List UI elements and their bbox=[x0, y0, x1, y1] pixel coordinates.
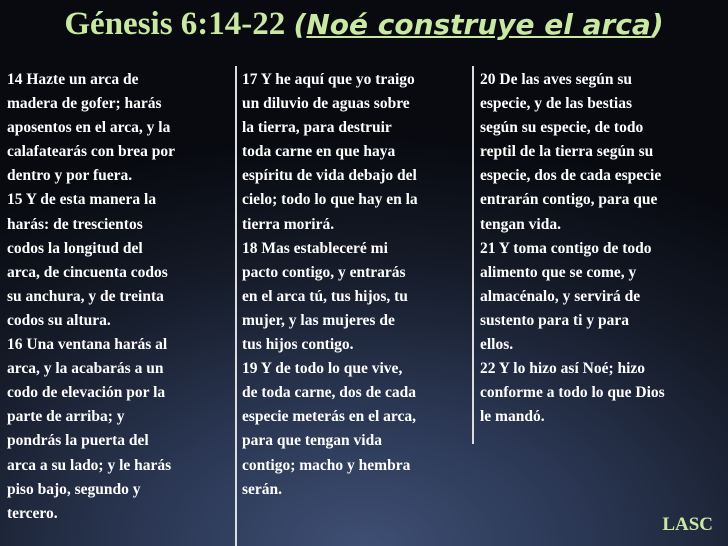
verse-line: pondrás la puerta del bbox=[7, 432, 149, 450]
verse-line: codos la longitud del bbox=[7, 239, 143, 257]
title-close-paren: ) bbox=[650, 8, 664, 41]
verse-line: arca, de cincuenta codos bbox=[7, 263, 168, 281]
verse-line: parte de arriba; y bbox=[7, 408, 125, 426]
verse-line: tercero. bbox=[7, 504, 58, 522]
verse-line: 14 Hazte un arca de bbox=[7, 71, 139, 88]
verse-line: contigo; macho y hembra bbox=[242, 456, 411, 474]
verse-line: serán. bbox=[242, 480, 283, 498]
verse-line: cielo; todo lo que hay en la bbox=[242, 191, 418, 209]
verse-line: ellos. bbox=[480, 336, 514, 354]
verse-line: tus hijos contigo. bbox=[242, 336, 354, 354]
verse-line: especie meterás en el arca, bbox=[242, 408, 417, 426]
verse-line: tierra morirá. bbox=[242, 215, 335, 233]
verse-line: calafatearás con brea por bbox=[7, 143, 176, 161]
verse-column-2 bbox=[242, 68, 472, 502]
verse-line: toda carne en que haya bbox=[242, 143, 396, 161]
verse-line: piso bajo, segundo y bbox=[7, 480, 141, 498]
verse-line: le mandó. bbox=[480, 408, 545, 426]
verse-line: madera de gofer; harás bbox=[7, 95, 162, 113]
verse-line: para que tengan vida bbox=[242, 432, 382, 450]
verse-line: de toda carne, dos de cada bbox=[242, 384, 416, 402]
footer-logo-text: LASC bbox=[662, 514, 713, 535]
verse-line: arca a su lado; y le harás bbox=[7, 456, 172, 474]
verse-line: 22 Y lo hizo así Noé; hizo bbox=[480, 360, 646, 378]
column-divider bbox=[235, 66, 237, 546]
verse-line: 16 Una ventana harás al bbox=[7, 336, 168, 354]
column-divider bbox=[472, 66, 474, 444]
verse-line: en el arca tú, tus hijos, tu bbox=[242, 287, 408, 305]
verse-line: pacto contigo, y entrarás bbox=[242, 263, 406, 281]
verse-line: 18 Mas estableceré mi bbox=[242, 239, 388, 257]
verse-line: 20 De las aves según su bbox=[480, 71, 633, 88]
verse-line: 15 Y de esta manera la bbox=[7, 191, 157, 209]
verse-line: arca, y la acabarás a un bbox=[7, 360, 164, 378]
verse-column-3 bbox=[480, 68, 724, 429]
verse-line: especie, dos de cada especie bbox=[480, 167, 662, 185]
verse-line: 19 Y de todo lo que vive, bbox=[242, 360, 403, 378]
verse-line: conforme a todo lo que Dios bbox=[480, 384, 665, 402]
verse-line: dentro y por fuera. bbox=[7, 167, 133, 185]
verse-line: codos su altura. bbox=[7, 311, 111, 329]
verse-line: espíritu de vida debajo del bbox=[242, 167, 417, 185]
verse-line: almacénalo, y servirá de bbox=[480, 287, 641, 305]
verse-line: especie, y de las bestias bbox=[480, 95, 632, 113]
verse-line: codo de elevación por la bbox=[7, 384, 166, 402]
verse-line: 21 Y toma contigo de todo bbox=[480, 239, 652, 257]
verse-line: 17 Y he aquí que yo traigo bbox=[242, 71, 415, 88]
verse-line: mujer, y las mujeres de bbox=[242, 311, 395, 329]
title-reference: Génesis 6:14-22 bbox=[64, 6, 286, 42]
verse-line: un diluvio de aguas sobre bbox=[242, 95, 410, 113]
verse-line: reptil de la tierra según su bbox=[480, 143, 654, 161]
verse-line: su anchura, y de treinta bbox=[7, 287, 164, 305]
verse-line: sustento para ti y para bbox=[480, 311, 629, 329]
verse-column-1 bbox=[7, 68, 231, 526]
verse-line: la tierra, para destruir bbox=[242, 119, 392, 137]
title-open-paren: ( bbox=[293, 8, 307, 41]
verse-line: aposentos en el arca, y la bbox=[7, 119, 171, 137]
verse-line: entrarán contigo, para que bbox=[480, 191, 658, 209]
verse-line: según su especie, de todo bbox=[480, 119, 644, 137]
slide-title bbox=[0, 6, 728, 43]
title-subtitle: Noé construye el arca bbox=[306, 8, 651, 41]
verse-line: alimento que se come, y bbox=[480, 263, 637, 281]
verse-line: tengan vida. bbox=[480, 215, 561, 233]
verse-line: harás: de trescientos bbox=[7, 215, 143, 233]
